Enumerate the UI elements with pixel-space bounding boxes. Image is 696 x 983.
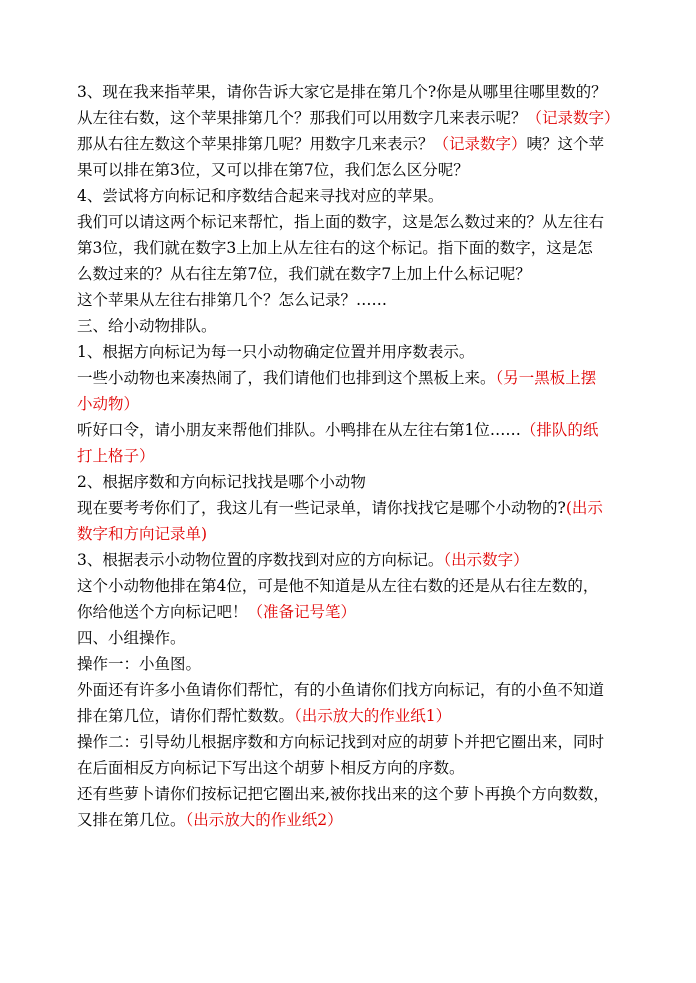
annotation-text: 打上格子）	[77, 447, 155, 465]
text-line	[77, 235, 622, 261]
annotation-text: （另一黑板上摆	[495, 369, 597, 387]
body-text: 四、小组操作。	[77, 629, 186, 647]
text-line	[77, 209, 622, 235]
text-line	[77, 261, 622, 287]
text-line	[77, 287, 622, 313]
text-line	[77, 651, 622, 677]
annotation-text: （出示数字）	[443, 551, 529, 569]
body-text: 这个苹果从左往右排第几个？怎么记录？……	[77, 291, 388, 309]
body-text: 操作一：小鱼图。	[77, 655, 202, 673]
body-text: 1、根据方向标记为每一只小动物确定位置并用序数表示。	[77, 343, 475, 361]
annotation-text: （出示放大的作业纸2）	[185, 811, 343, 829]
text-line	[77, 755, 622, 781]
annotation-text: （出示放大的作业纸1）	[294, 707, 452, 725]
body-text: 排在第几位，请你们帮忙数数。	[77, 707, 295, 725]
body-text: 么数过来的？从右往左第7位，我们就在数字7上加上什么标记呢？	[77, 265, 531, 283]
body-text: 我们可以请这两个标记来帮忙，指上面的数字，这是怎么数过来的？从左往右	[77, 213, 605, 231]
annotation-text: (出示	[565, 499, 603, 517]
text-line	[77, 599, 622, 625]
body-text: 这个小动物他排在第4位，可是他不知道是从左往右数的还是从右往左数的，	[77, 577, 599, 595]
text-line	[77, 313, 622, 339]
body-text: 4、尝试将方向标记和序数结合起来寻找对应的苹果。	[77, 187, 444, 205]
body-text: 咦？这个苹	[526, 135, 605, 153]
document-body	[77, 79, 622, 833]
annotation-text: （记录数字）	[526, 109, 620, 127]
text-line	[77, 469, 622, 495]
text-line	[77, 131, 622, 157]
body-text: 外面还有许多小鱼请你们帮忙，有的小鱼请你们找方向标记，有的小鱼不知道	[77, 681, 605, 699]
body-text: 三、给小动物排队。	[77, 317, 217, 335]
body-text: 从左往右数，这个苹果排第几个？那我们可以用数字几来表示呢？	[77, 109, 527, 127]
body-text: 又排在第几位。	[77, 811, 186, 829]
body-text: 第3位，我们就在数字3上加上从左往右的这个标记。指下面的数字，这是怎	[77, 239, 593, 257]
body-text: 你给他送个方向标记吧！	[77, 603, 248, 621]
body-text: 果可以排在第3位，又可以排在第7位，我们怎么区分呢？	[77, 161, 469, 179]
text-line	[77, 391, 622, 417]
text-line	[77, 157, 622, 183]
text-line	[77, 183, 622, 209]
text-line	[77, 417, 622, 443]
body-text: 那从右往左数这个苹果排第几呢？用数字几来表示？	[77, 135, 434, 153]
text-line	[77, 443, 622, 469]
text-line	[77, 677, 622, 703]
text-line	[77, 365, 622, 391]
annotation-text: （记录数字）	[433, 135, 527, 153]
text-line	[77, 729, 622, 755]
body-text: 在后面相反方向标记下写出这个胡萝卜相反方向的序数。	[77, 759, 465, 777]
text-line	[77, 495, 622, 521]
annotation-text: 数字和方向记录单)	[77, 525, 208, 543]
body-text: 一些小动物也来凑热闹了，我们请他们也排到这个黑板上来。	[77, 369, 496, 387]
body-text: 3、现在我来指苹果，请你告诉大家它是排在第几个?你是从哪里往哪里数的？	[77, 83, 607, 101]
text-line	[77, 79, 622, 105]
text-line	[77, 339, 622, 365]
text-line	[77, 547, 622, 573]
text-line	[77, 573, 622, 599]
body-text: 现在要考考你们了，我这儿有一些记录单，请你找找它是哪个小动物的?	[77, 499, 566, 517]
text-line	[77, 807, 622, 833]
body-text: 操作二：引导幼儿根据序数和方向标记找到对应的胡萝卜并把它圈出来，同时	[77, 733, 605, 751]
annotation-text: （排队的纸	[520, 421, 599, 439]
body-text: 3、根据表示小动物位置的序数找到对应的方向标记。	[77, 551, 444, 569]
text-line	[77, 625, 622, 651]
text-line	[77, 521, 622, 547]
body-text: 还有些萝卜请你们按标记把它圈出来,被你找出来的这个萝卜再换个方向数数，	[77, 785, 609, 803]
text-line	[77, 105, 622, 131]
text-line	[77, 781, 622, 807]
annotation-text: （准备记号笔）	[247, 603, 357, 621]
body-text: 听好口令，请小朋友来帮他们排队。小鸭排在从左往右第1位……	[77, 421, 521, 439]
annotation-text: 小动物）	[77, 395, 140, 413]
body-text: 2、根据序数和方向标记找找是哪个小动物	[77, 473, 366, 491]
text-line	[77, 703, 622, 729]
